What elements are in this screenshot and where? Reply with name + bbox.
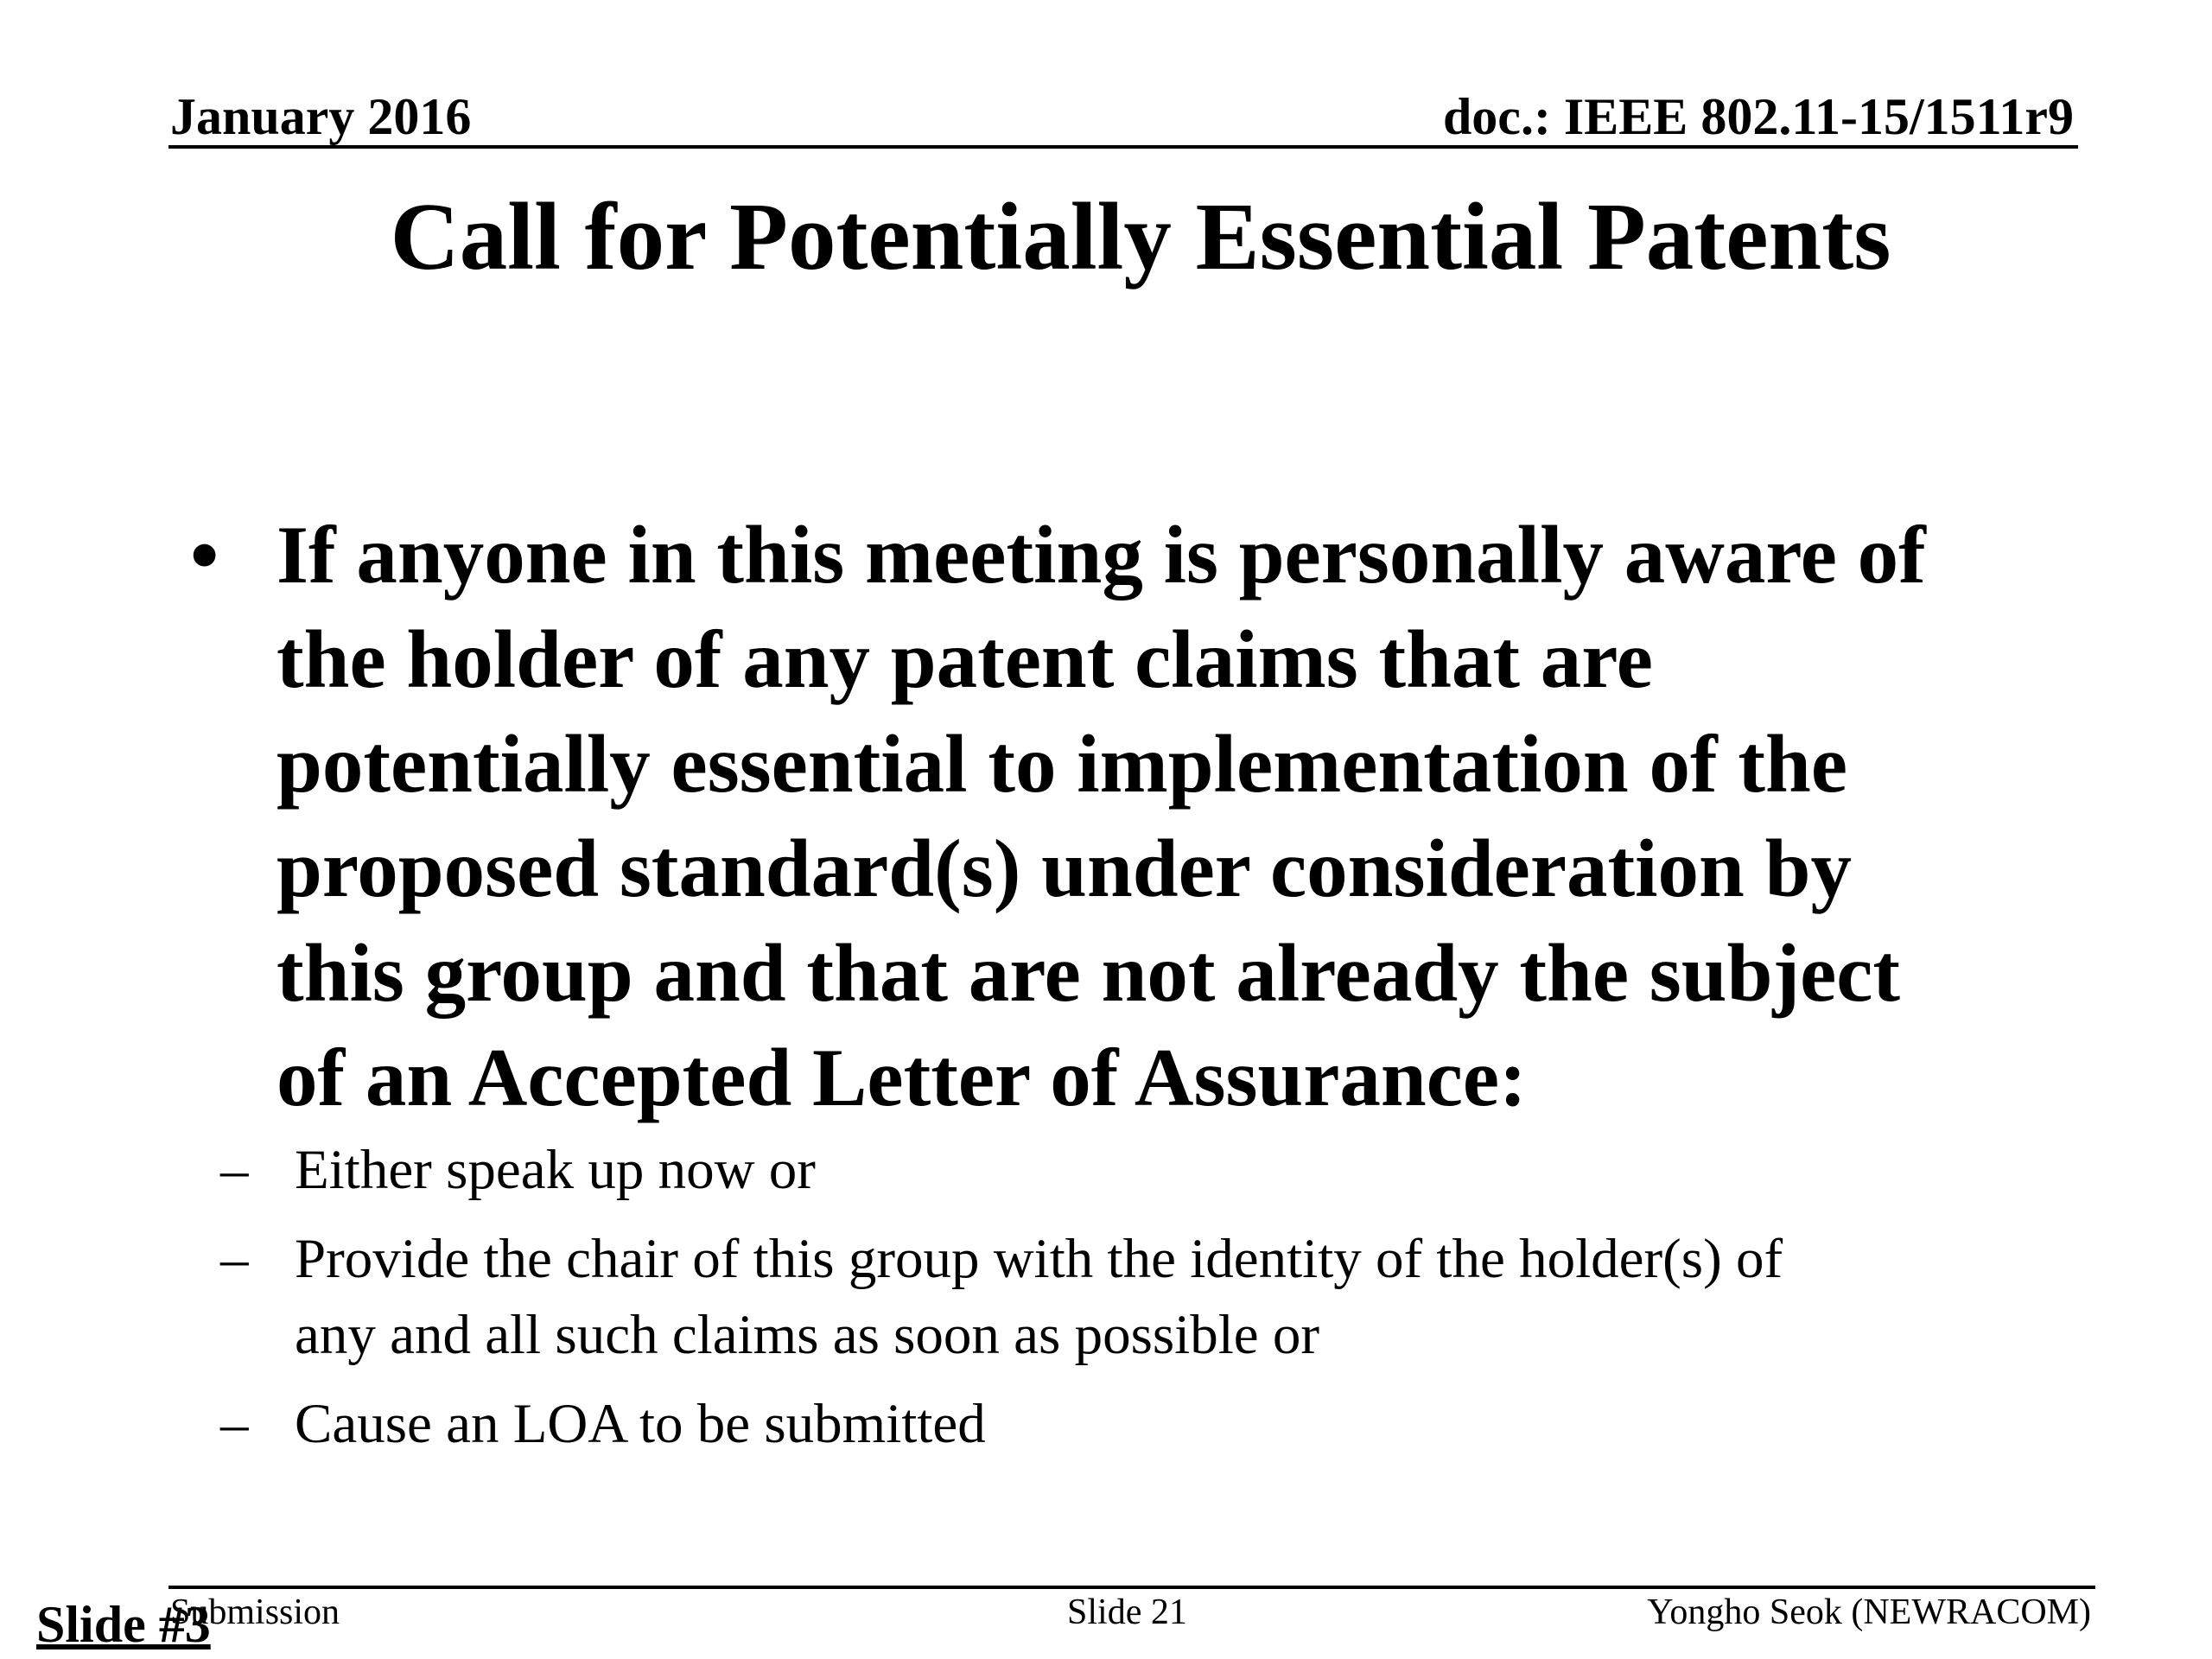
main-point-line: proposed standard(s) under consideration by <box>276 823 1852 914</box>
footer-slide-number: Slide 21 <box>1067 1592 1187 1632</box>
header-divider <box>168 145 2078 149</box>
sub-point-line: Either speak up now or <box>295 1139 816 1201</box>
footer-submission: Submission <box>170 1592 340 1632</box>
sub-point-submit-loa <box>112 1386 2091 1462</box>
main-point-line: this group and that are not already the subject <box>276 927 1901 1019</box>
main-point-line: If anyone in this meeting is personally aware of <box>276 509 1926 601</box>
main-bullet-point <box>190 503 2091 1130</box>
main-point-line: potentially essential to implementation of the <box>276 718 1848 810</box>
slide-body <box>190 503 2091 1475</box>
sub-point-provide-identity <box>112 1221 2091 1373</box>
sub-point-speak-up <box>112 1132 2091 1208</box>
header-doc-id: doc.: IEEE 802.11-15/1511r9 <box>1442 88 2074 145</box>
slide-marker-link[interactable]: Slide #3 <box>36 1596 211 1653</box>
footer-divider <box>168 1586 2095 1589</box>
bullet-icon: • <box>190 509 219 601</box>
sub-point-list <box>190 1132 2091 1462</box>
main-point-line: the holder of any patent claims that are <box>276 613 1653 705</box>
dash-icon: – <box>220 1393 249 1455</box>
sub-point-line: any and all such claims as soon as possible or <box>295 1304 1320 1366</box>
dash-icon: – <box>220 1139 249 1201</box>
header-date: January 2016 <box>170 88 472 145</box>
dash-icon: – <box>220 1228 249 1290</box>
footer-author: Yongho Seok (NEWRACOM) <box>1647 1592 2091 1632</box>
sub-point-line: Provide the chair of this group with the identity of the holder(s) of <box>295 1228 1783 1290</box>
sub-point-line: Cause an LOA to be submitted <box>295 1393 986 1455</box>
slide-title: Call for Potentially Essential Patents <box>390 184 1891 290</box>
main-point-line: of an Accepted Letter of Assurance: <box>276 1032 1527 1123</box>
